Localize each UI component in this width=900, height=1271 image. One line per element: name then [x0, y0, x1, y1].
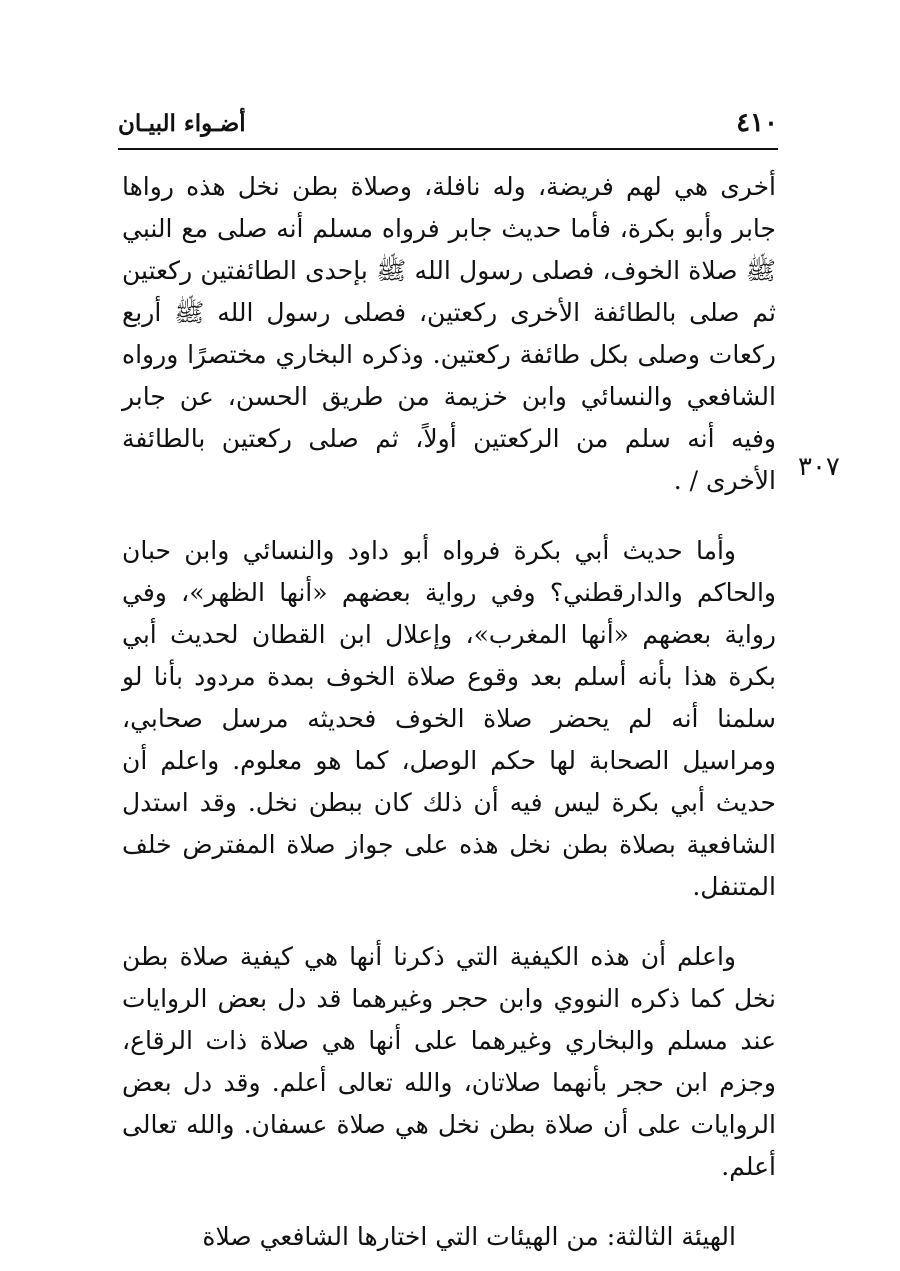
margin-page-reference: ٣٠٧: [798, 452, 840, 482]
page-number: ٤١٠: [736, 108, 778, 138]
paragraph-spacer: [122, 502, 776, 530]
paragraph-3: واعلم أن هذه الكيفية التي ذكرنا أنها هي كيفية صلاة بطن نخل كما ذكره النووي وابن حجر وغيرهما قد دل بعض الروايات عند مسلم والبخاري وغيرهما على أنها هي صلاة ذات الرقاع، وجزم ابن حجر بأنهما صلاتان، والله تعالى أعلم. وقد دل بعض الروايات على أن صلاة بطن نخل هي صلاة عسفان. والله تعالى أعلم.: [122, 942, 776, 1181]
paragraph-1: أخرى هي لهم فريضة، وله نافلة، وصلاة بطن نخل هذه رواها جابر وأبو بكرة، فأما حديث جابر فرواه مسلم أنه صلى مع النبي ﷺ صلاة الخوف، فصلى رسول الله ﷺ بإحدى الطائفتين ركعتين ثم صلى بالطائفة الأخرى ركعتين، فصلى رسول الله ﷺ أربع ركعات وصلى بكل طائفة ركعتين. وذكره البخاري مختصرًا ورواه الشافعي والنسائي وابن خزيمة من طريق الحسن، عن جابر وفيه أنه سلم من الركعتين أولاً، ثم صلى ركعتين بالطائفة الأخرى / .: [122, 172, 776, 495]
paragraph-4: الهيئة الثالثة: من الهيئات التي اختارها الشافعي صلاة: [202, 1222, 736, 1251]
paragraph-spacer: [122, 1188, 776, 1216]
paragraph-2: وأما حديث أبي بكرة فرواه أبو داود والنسائي وابن حبان والحاكم والدارقطني؟ وفي رواية بعضهم «أنها الظهر»، وفي رواية بعضهم «أنها المغرب»، وإعلال ابن القطان لحديث أبي بكرة هذا بأنه أسلم بعد وقوع صلاة الخوف بمدة مردود بأنا لو سلمنا أنه لم يحضر صلاة الخوف فحديثه مرسل صحابي، ومراسيل الصحابة لها حكم الوصل، كما هو معلوم. واعلم أن حديث أبي بكرة ليس فيه أن ذلك كان ببطن نخل. وقد استدل الشافعية بصلاة بطن نخل هذه على جواز صلاة المفترض خلف المتنفل.: [122, 536, 776, 901]
page-header: [118, 108, 778, 148]
book-title: أضـواء البيـان: [118, 110, 246, 137]
paragraph-spacer: [122, 908, 776, 936]
header-divider: [118, 148, 778, 150]
body-text: [122, 166, 776, 1258]
